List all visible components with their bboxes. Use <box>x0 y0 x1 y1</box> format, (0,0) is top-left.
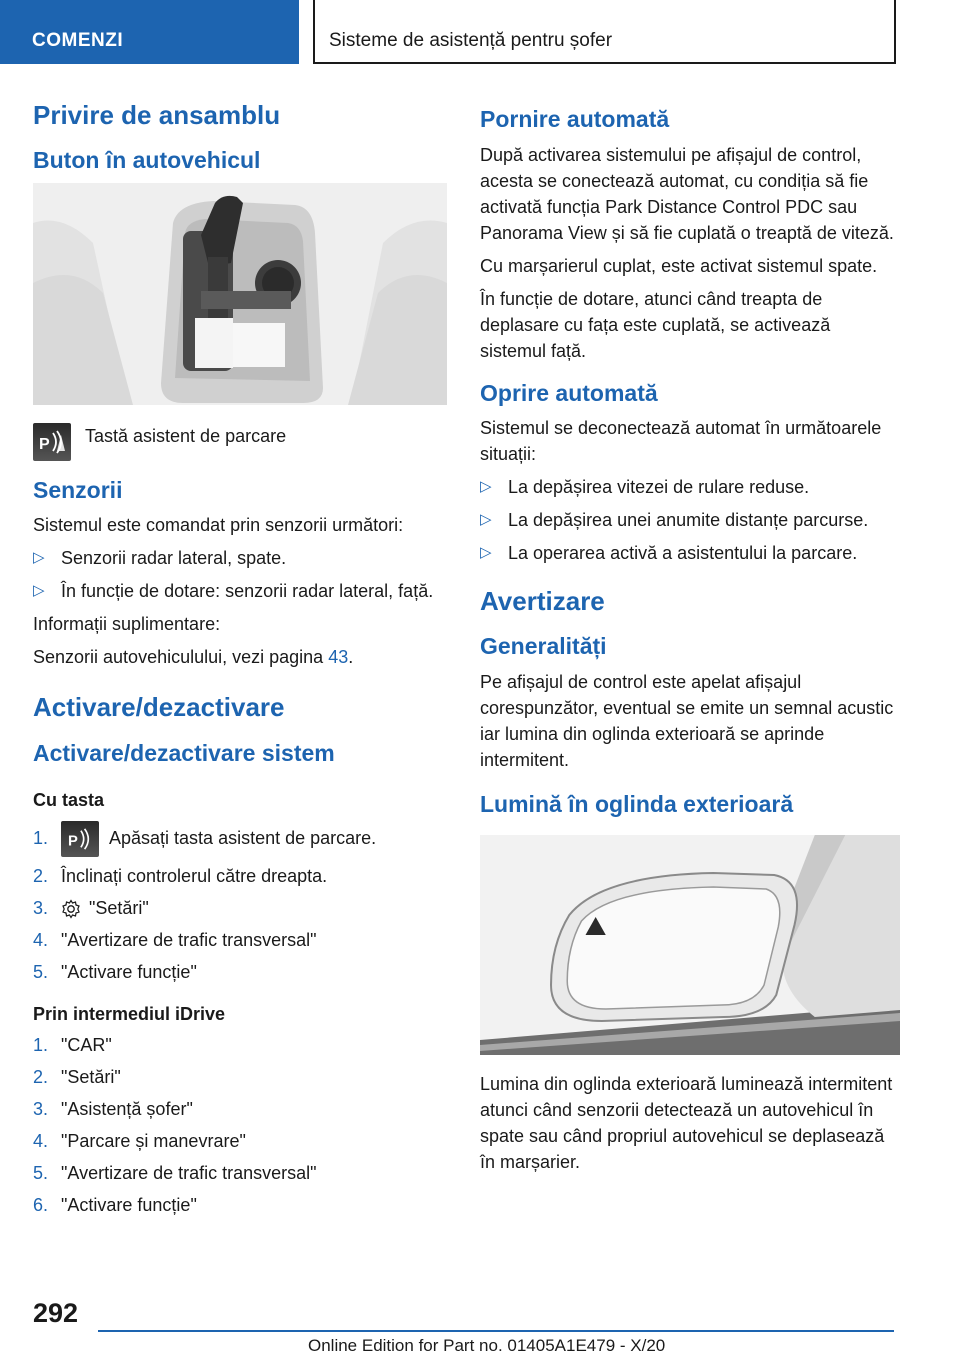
general-paragraph: Pe afișajul de control este apelat afișajul corespunzător, eventual se emite un semnal acustic iar lumina din oglinda exterioară se aprinde intermitent. <box>480 671 894 770</box>
list-item: 5. "Avertizare de trafic transversal" <box>33 1163 317 1184</box>
heading-general: Generalități <box>480 633 607 660</box>
heading-activation: Activare/dezactivare <box>33 692 285 723</box>
section-tab: COMENZI <box>0 0 299 64</box>
list-item: ▷ La depășirea vitezei de rulare reduse. <box>480 474 900 500</box>
mirror-paragraph: Lumina din oglinda exterioară luminează intermitent atunci când senzorii detectează un autovehicul în spate sau când propriul autovehicul se deplasează în marșarier. <box>480 1073 893 1172</box>
bullet-triangle-icon: ▷ <box>33 582 45 600</box>
list-item: 4. "Avertizare de trafic transversal" <box>33 929 317 950</box>
list-item: ▷ La operarea activă a asistentului la parcare. <box>480 540 900 566</box>
list-item: 4. "Parcare și manevrare" <box>33 1131 246 1152</box>
heading-activation-system: Activare/dezactivare sistem <box>33 739 335 766</box>
bullet-triangle-icon: ▷ <box>480 511 492 529</box>
svg-text:P: P <box>68 833 78 850</box>
bullet-triangle-icon: ▷ <box>33 549 45 567</box>
list-item: ▷ În funcție de dotare: senzorii radar lateral, față. <box>33 578 447 604</box>
more-info-label: Informații suplimentare: <box>33 614 221 635</box>
page-header <box>0 0 960 64</box>
list-item: 2. Înclinați controlerul către dreapta. <box>33 865 328 886</box>
bullet-triangle-icon: ▷ <box>480 478 492 496</box>
list-item: 6. "Activare funcție" <box>33 1195 197 1216</box>
heading-mirror: Lumină în oglinda exterioară <box>480 790 794 817</box>
parking-assistant-icon <box>33 423 71 461</box>
key-steps <box>33 819 447 985</box>
button-caption <box>33 423 447 461</box>
heading-overview: Privire de ansamblu <box>33 100 281 130</box>
auto-on-paragraph: După activarea sistemului pe afișajul de control, acesta se conectează automat, cu condiția să fie activată funcția Park Distance Control PDC sau Panorama View și să fie cuplată o treaptă de viteză. <box>480 144 894 243</box>
sensors-intro: Sistemul este comandat prin senzorii următori: <box>33 515 404 536</box>
bullet-triangle-icon: ▷ <box>480 544 492 562</box>
svg-text:P: P <box>39 435 50 453</box>
heading-auto-on: Pornire automată <box>480 106 670 132</box>
parking-assistant-icon <box>61 821 99 857</box>
idrive-steps <box>33 1032 447 1218</box>
side-mirror-photo <box>480 835 900 1055</box>
auto-off-intro: Sistemul se deconectează automat în următoarele situații: <box>480 418 882 465</box>
list-item: 2. "Setări" <box>33 1067 121 1088</box>
heading-sensors: Senzorii <box>33 476 123 503</box>
heading-warning: Avertizare <box>480 586 605 617</box>
list-item: 1. "CAR" <box>33 1035 112 1056</box>
list-item: 3. "Asistență șofer" <box>33 1099 193 1120</box>
list-item: 3. "Setări" <box>33 897 149 918</box>
header-title: Sisteme de asistență pentru șofer <box>313 0 896 64</box>
gear-selector-photo <box>33 183 447 405</box>
heading-auto-off: Oprire automată <box>480 379 658 406</box>
list-item: 5. "Activare funcție" <box>33 961 197 982</box>
auto-on-paragraph: În funcție de dotare, atunci când treapta de deplasare cu fața este cuplată, se activează sistemul față. <box>480 288 831 361</box>
list-item: 1. P Apăsați tasta asistent de parcare. <box>33 819 447 857</box>
footer-edition: Online Edition for Part no. 01405A1E479 - X/20 <box>308 1336 666 1355</box>
page-number: 292 <box>33 1298 79 1328</box>
auto-off-list <box>480 474 900 566</box>
list-item: ▷ Senzorii radar lateral, spate. <box>33 545 447 571</box>
footer-divider <box>98 1330 894 1332</box>
page-link[interactable]: 43 <box>328 647 349 668</box>
heading-idrive: Prin intermediul iDrive <box>33 1003 226 1024</box>
list-item: ▷ La depășirea unei anumite distanțe parcurse. <box>480 507 900 533</box>
gear-icon <box>61 899 81 919</box>
heading-button: Buton în autovehicul <box>33 147 261 174</box>
heading-with-key: Cu tasta <box>33 790 105 811</box>
right-column <box>480 96 900 1182</box>
sensors-reference: Senzorii autovehiculului, vezi pagina 43. <box>33 647 354 668</box>
caption-text: Tastă asistent de parcare <box>85 425 287 446</box>
auto-on-paragraph: Cu marșarierul cuplat, este activat sistemul spate. <box>480 255 878 276</box>
left-column <box>33 96 447 1224</box>
sensors-list <box>33 545 447 604</box>
